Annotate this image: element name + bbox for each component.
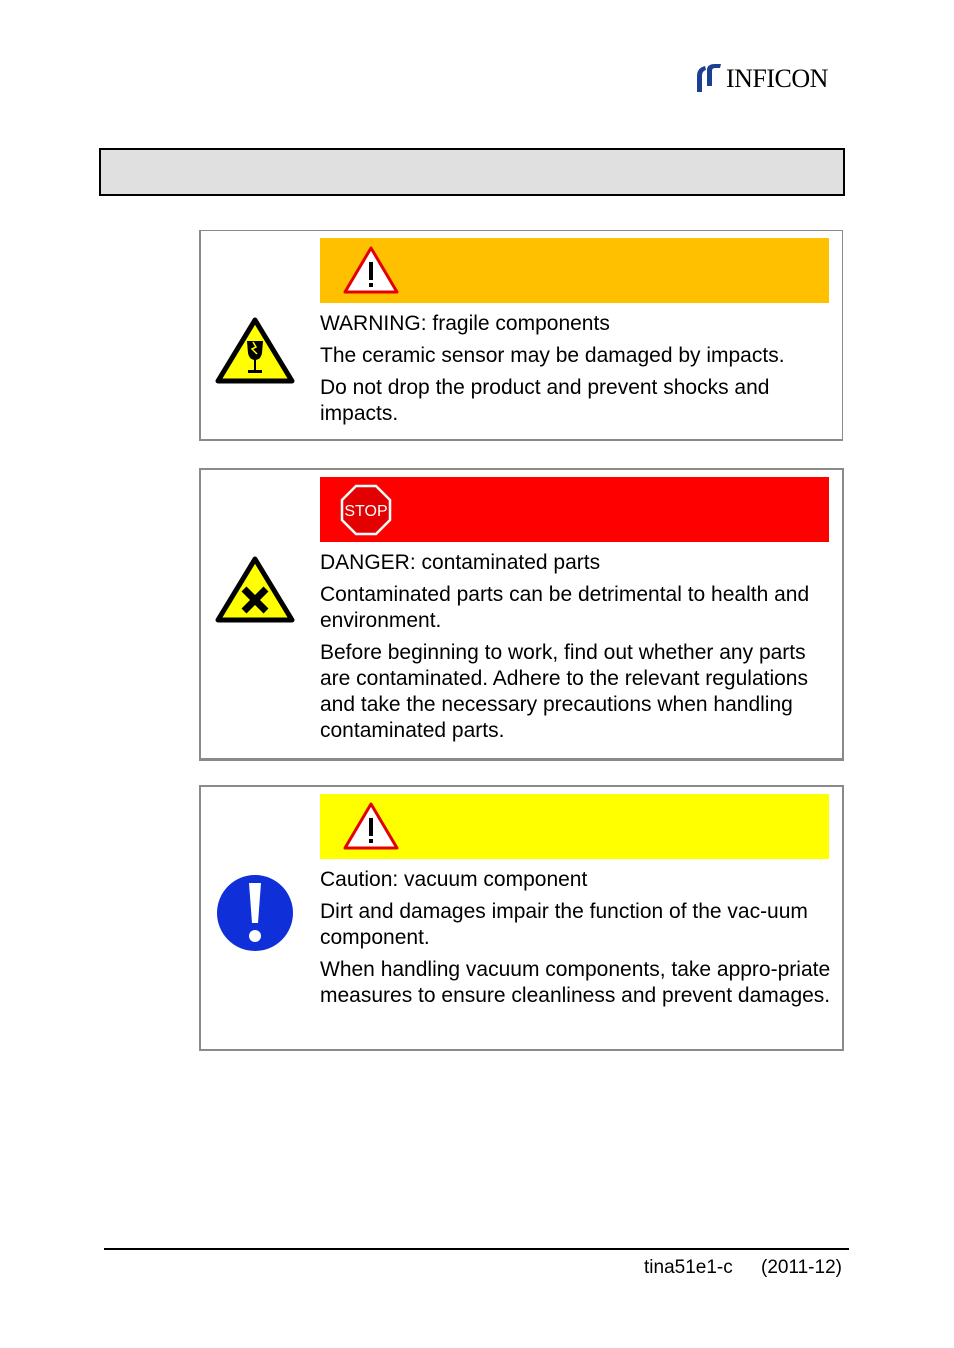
notice-title: DANGER: contaminated parts xyxy=(320,551,601,574)
notice-text xyxy=(320,550,835,750)
notice-title: Caution: vacuum component xyxy=(320,868,588,891)
stop-sign-icon xyxy=(340,484,392,536)
notice-paragraph: The ceramic sensor may be damaged by impacts. xyxy=(320,344,785,367)
notice-paragraph: Before beginning to work, find out whether any parts are contaminated. Adhere to the relevant regulations and take the necessary precautions when handling contaminated parts. xyxy=(320,641,808,742)
caution-triangle-icon xyxy=(342,801,400,851)
notice-paragraph: Do not drop the product and prevent shocks and impacts. xyxy=(320,376,770,425)
notice-text xyxy=(320,311,835,433)
section-header-bar xyxy=(99,148,845,196)
inficon-logo-mark-icon xyxy=(694,62,724,96)
notice-title: WARNING: fragile components xyxy=(320,312,610,335)
warning-notice xyxy=(199,230,843,441)
caution-notice xyxy=(199,785,844,1051)
fragile-icon xyxy=(215,317,295,385)
harmful-substance-icon xyxy=(215,556,295,624)
logo-wordmark: INFICON xyxy=(726,64,828,93)
signal-bar xyxy=(320,238,829,303)
mandatory-info-icon xyxy=(215,873,295,953)
document-date: (2011-12) xyxy=(761,1257,842,1278)
signal-bar xyxy=(320,794,829,859)
notice-paragraph: Dirt and damages impair the function of the vac-uum component. xyxy=(320,900,808,949)
signal-bar xyxy=(320,477,829,542)
danger-notice xyxy=(199,468,844,761)
stop-sign-label: STOP xyxy=(344,503,388,520)
inficon-logo xyxy=(694,62,846,96)
warning-triangle-icon xyxy=(342,245,400,295)
document-code: tina51e1-c xyxy=(644,1257,733,1278)
notice-paragraph: When handling vacuum components, take appro-priate measures to ensure cleanliness and prevent damages. xyxy=(320,958,831,1007)
notice-paragraph: Contaminated parts can be detrimental to health and environment. xyxy=(320,583,810,632)
notice-text xyxy=(320,867,835,1015)
footer-rule xyxy=(104,1248,849,1250)
